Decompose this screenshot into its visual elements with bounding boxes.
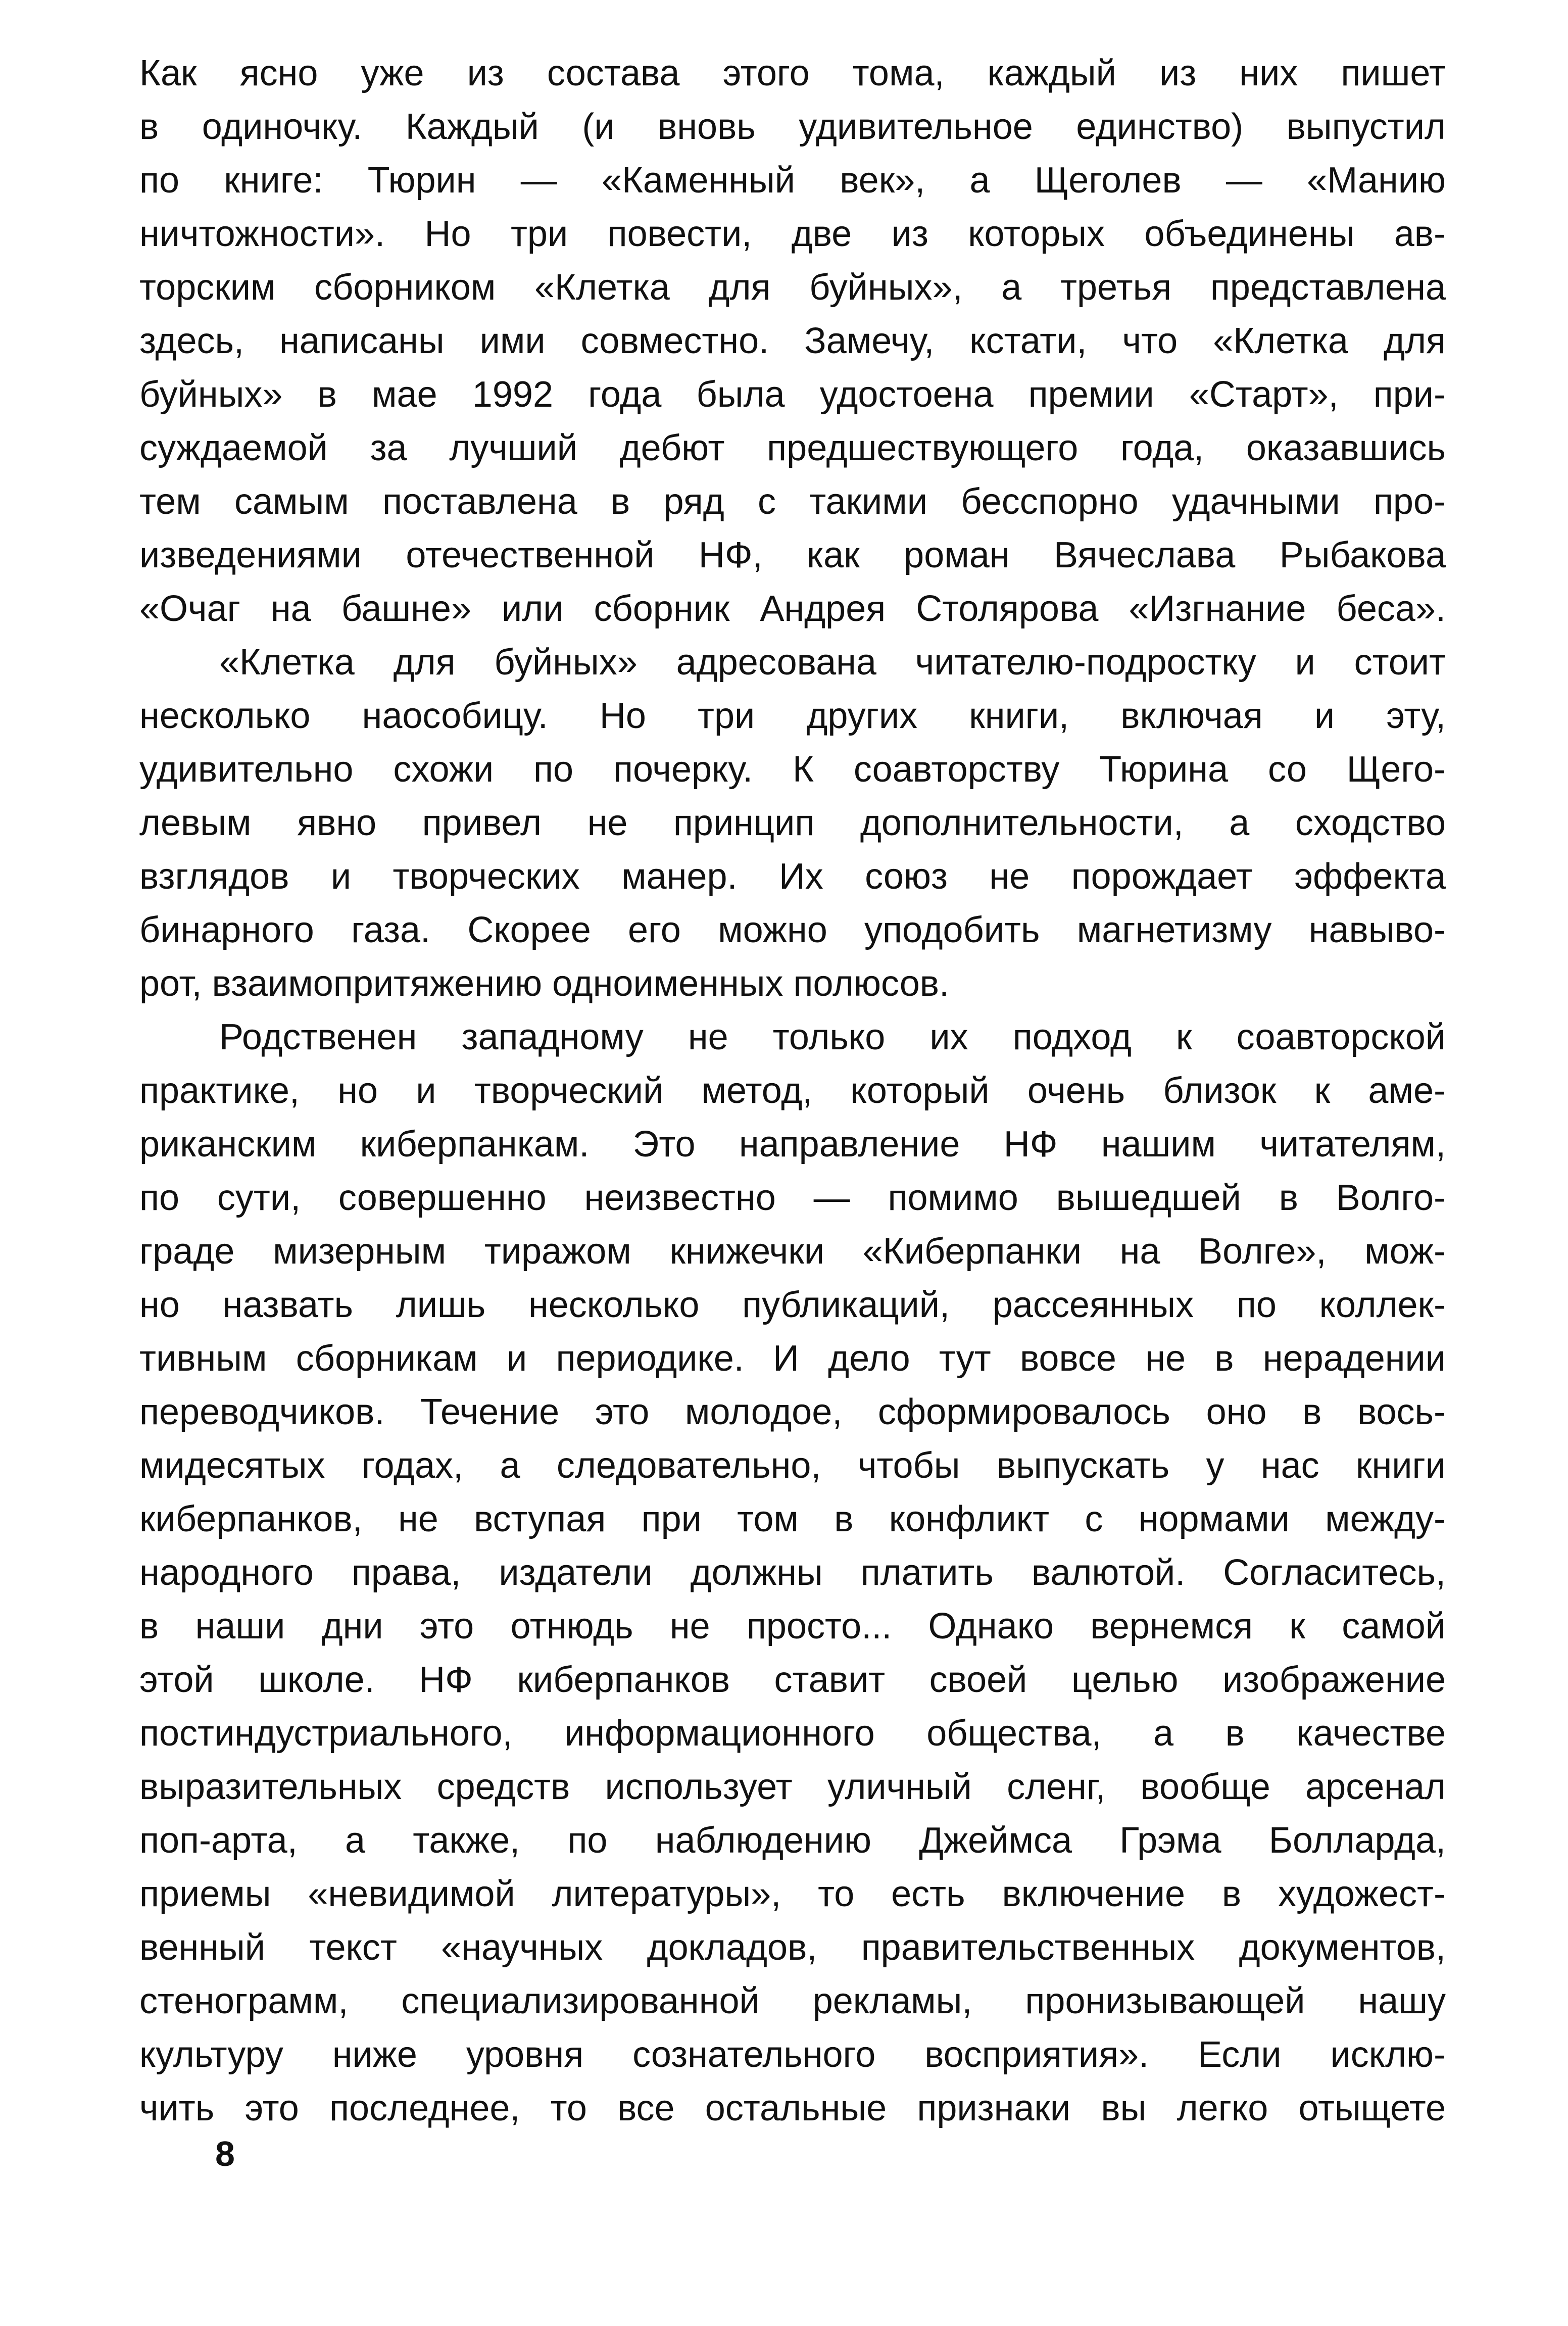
- text-line: этой школе. НФ киберпанков ставит своей целью изображение: [139, 1660, 1446, 1700]
- paragraph-last-line: рот, взаимопритяжению одноименных полюсов.: [139, 963, 950, 1004]
- text-line: по сути, совершенно неизвестно — помимо вышедшей в Волго-: [139, 1178, 1446, 1218]
- text-line: культуру ниже уровня сознательного восприятия». Если исклю-: [139, 2034, 1446, 2075]
- text-line: постиндустриального, информационного общества, а в качестве: [139, 1713, 1446, 1754]
- text-line: буйных» в мае 1992 года была удостоена премии «Старт», при-: [139, 374, 1446, 415]
- text-line: тем самым поставлена в ряд с такими бесспорно удачными про-: [139, 481, 1446, 522]
- text-line: стенограмм, специализированной рекламы, пронизывающей нашу: [139, 1981, 1446, 2021]
- paragraph-first-line: Родственен западному не только их подход к соавторской: [219, 1017, 1446, 1057]
- text-line: суждаемой за лучший дебют предшествующего года, оказавшись: [139, 428, 1446, 468]
- text-line: левым явно привел не принцип дополнительности, а сходство: [139, 803, 1446, 843]
- text-line: переводчиков. Течение это молодое, сформировалось оно в вось-: [139, 1392, 1446, 1432]
- text-line: но назвать лишь несколько публикаций, рассеянных по коллек-: [139, 1285, 1446, 1325]
- text-line: венный текст «научных докладов, правительственных документов,: [139, 1927, 1446, 1968]
- text-line: взглядов и творческих манер. Их союз не порождает эффекта: [139, 856, 1446, 897]
- text-line: приемы «невидимой литературы», то есть включение в художест-: [139, 1874, 1446, 1914]
- text-line: мидесятых годах, а следовательно, чтобы выпускать у нас книги: [139, 1445, 1446, 1486]
- text-line: несколько наособицу. Но три других книги, включая и эту,: [139, 696, 1446, 736]
- text-line: киберпанков, не вступая при том в конфликт с нормами между-: [139, 1499, 1446, 1539]
- text-line: изведениями отечественной НФ, как роман Вячеслава Рыбакова: [139, 535, 1446, 575]
- text-line: здесь, написаны ими совместно. Замечу, кстати, что «Клетка для: [139, 321, 1446, 361]
- text-line: удивительно схожи по почерку. К соавторству Тюрина со Щего-: [139, 749, 1446, 790]
- text-line: «Очаг на башне» или сборник Андрея Столярова «Изгнание беса».: [139, 589, 1446, 629]
- page-number: 8: [215, 2134, 235, 2173]
- text-line: в наши дни это отнюдь не просто... Однако вернемся к самой: [139, 1606, 1446, 1646]
- text-line: граде мизерным тиражом книжечки «Киберпанки на Волге», мож-: [139, 1231, 1446, 1272]
- text-line: чить это последнее, то все остальные признаки вы легко отыщете: [139, 2088, 1446, 2128]
- text-line: народного права, издатели должны платить валютой. Согласитесь,: [139, 1553, 1446, 1593]
- text-line: бинарного газа. Скорее его можно уподобить магнетизму навыво-: [139, 910, 1446, 950]
- paragraph-first-line: «Клетка для буйных» адресована читателю-подростку и стоит: [219, 642, 1446, 683]
- text-line: Как ясно уже из состава этого тома, каждый из них пишет: [139, 53, 1446, 93]
- text-line: в одиночку. Каждый (и вновь удивительное единство) выпустил: [139, 107, 1446, 147]
- text-line: риканским киберпанкам. Это направление НФ нашим читателям,: [139, 1124, 1446, 1165]
- text-line: выразительных средств использует уличный сленг, вообще арсенал: [139, 1767, 1446, 1807]
- text-line: поп-арта, а также, по наблюдению Джеймса Грэма Болларда,: [139, 1820, 1446, 1861]
- text-line: тивным сборникам и периодике. И дело тут вовсе не в нерадении: [139, 1338, 1446, 1379]
- text-line: торским сборником «Клетка для буйных», а третья представлена: [139, 267, 1446, 308]
- text-line: практике, но и творческий метод, который очень близок к аме-: [139, 1071, 1446, 1111]
- text-line: по книге: Тюрин — «Каменный век», а Щеголев — «Манию: [139, 160, 1446, 201]
- text-line: ничтожности». Но три повести, две из которых объединены ав-: [139, 214, 1446, 254]
